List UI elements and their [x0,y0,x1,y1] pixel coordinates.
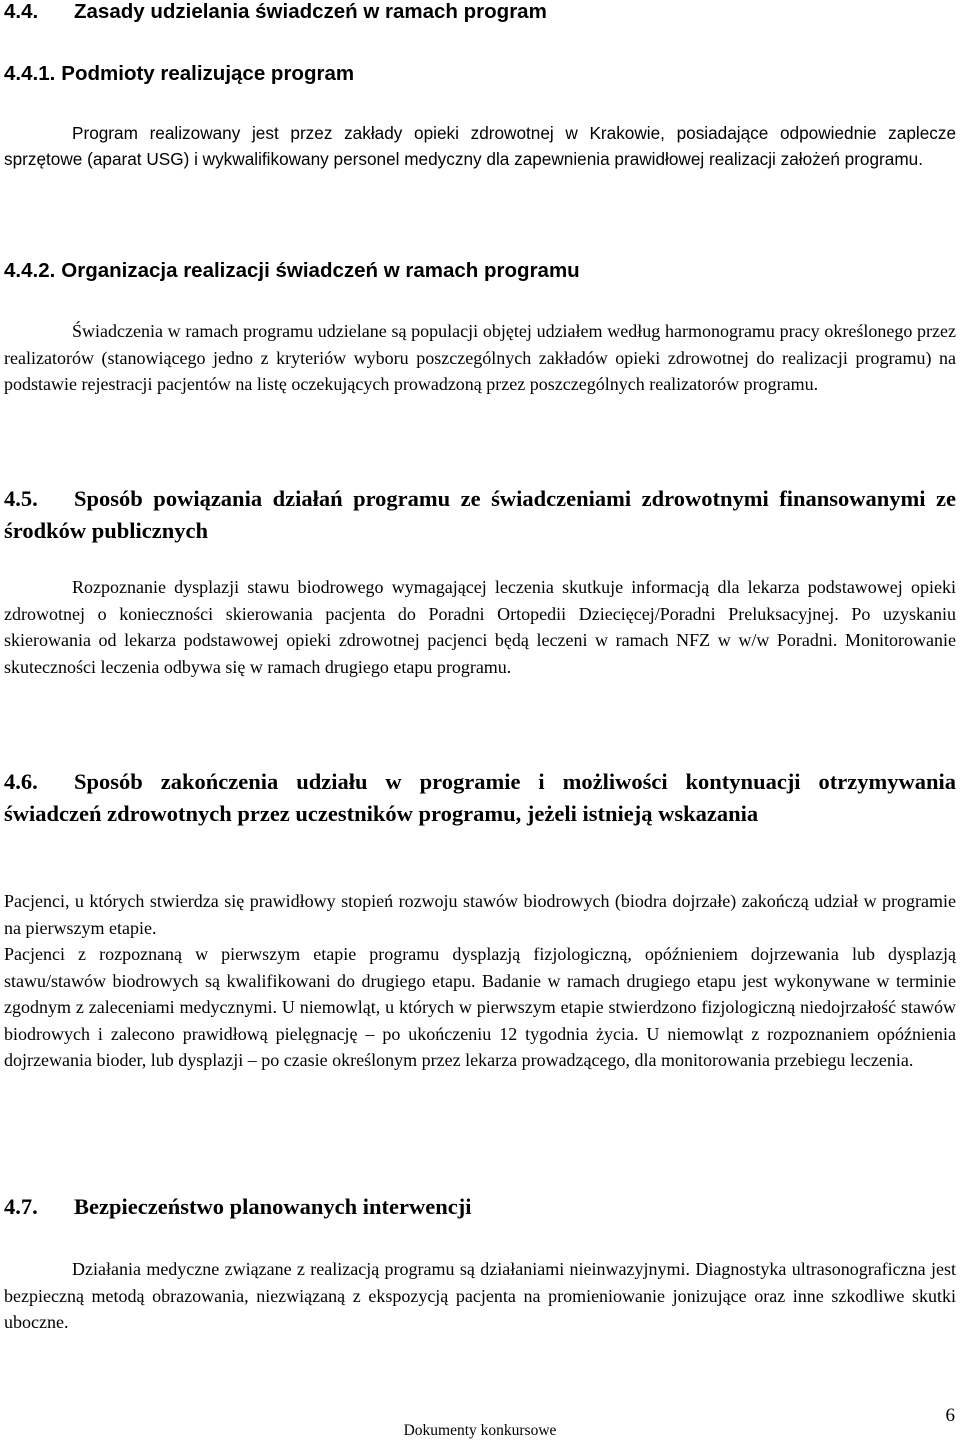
section-title: Bezpieczeństwo planowanych interwencji [74,1194,472,1219]
section-number: 4.7. [4,1194,38,1219]
section-title: Sposób zakończenia udziału w programie i możliwości kontynuacji otrzymywania świadczeń zdrowotnych przez uczestników programu, jeżeli istnieją wskazania [4,769,956,826]
section-4-4-2-body: Świadczenia w ramach programu udzielane są populacji objętej udziałem według harmonogramu pracy określonego przez realizatorów (stanowiącego jedno z kryteriów wyboru poszczególnych zakładów opieki zdrowotnej do realizacji programu) na podstawie rejestracji pacjentów na listę oczekujących prowadzoną przez poszczególnych realizatorów programu. [4,321,956,394]
section-number: 4.6. [4,769,38,794]
section-title: Zasady udzielania świadczeń w ramach program [74,0,547,23]
section-4-6-body-2: Pacjenci z rozpoznaną w pierwszym etapie programu dysplazją fizjologiczną, opóźnieniem dojrzewania lub dysplazją stawu/stawów biodrowych są kwalifikowani do drugiego etapu. Badanie w ramach drugiego etapu jest wykonywane w terminie zgodnym z zaleceniami medycznymi. U niemowląt, u których w pierwszym etapie stwierdzono fizjologiczną niedojrzałość stawów biodrowych i zalecono prawidłową pielęgnację – po ukończeniu 12 tygodnia życia. U niemowląt z rozpoznaniem opóźnienia dojrzewania bioder, lub dysplazji – po czasie określonym przez lekarza prowadzącego, dla monitorowania przebiegu leczenia. [4,944,956,1070]
section-4-6-body-1: Pacjenci, u których stwierdza się prawidłowy stopień rozwoju stawów biodrowych (biodra dojrzałe) zakończą udział w programie na pierwszym etapie. [4,891,956,938]
section-title: Organizacja realizacji świadczeń w ramach programu [61,259,580,282]
footer-title: Dokumenty konkursowe [403,1422,557,1439]
section-4-4-2-heading [4,256,956,286]
section-4-4-heading [4,0,956,27]
section-4-4-1-heading [4,59,956,89]
section-title: Sposób powiązania działań programu ze świadczeniami zdrowotnymi finansowanymi ze środków publicznych [4,486,956,543]
section-4-4-1-body: Program realizowany jest przez zakłady opieki zdrowotnej w Krakowie, posiadające odpowiednie zaplecze sprzętowe (aparat USG) i wykwalifikowany personel medyczny dla zapewnienia prawidłowej realizacji założeń programu. [4,123,956,170]
page-number: 6 [945,1405,955,1426]
section-4-5-body: Rozpoznanie dysplazji stawu biodrowego wymagającej leczenia skutkuje informacją dla lekarza podstawowej opieki zdrowotnej o konieczności skierowania pacjenta do Poradni Ortopedii Dziecięcej/Poradni Preluksacyjnej. Po uzyskaniu skierowania od lekarza podstawowej opieki zdrowotnej pacjenci będą leczeni w ramach NFZ w w/w Poradni. Monitorowanie skuteczności leczenia odbywa się w ramach drugiego etapu programu. [4,577,956,677]
section-4-7-heading [4,1191,956,1223]
section-4-5-heading [4,483,956,547]
section-4-6-heading [4,766,956,830]
section-4-7-body: Działania medyczne związane z realizacją programu są działaniami nieinwazyjnymi. Diagnostyka ultrasonograficzna jest bezpieczną metodą obrazowania, niezwiązaną z ekspozycją pacjenta na promieniowanie jonizujące oraz inne szkodliwe skutki uboczne. [4,1259,956,1332]
section-number: 4.5. [4,486,38,511]
section-number: 4.4.2. [4,259,56,282]
section-title: Podmioty realizujące program [61,62,355,85]
section-number: 4.4.1. [4,62,56,85]
section-number: 4.4. [4,0,39,23]
